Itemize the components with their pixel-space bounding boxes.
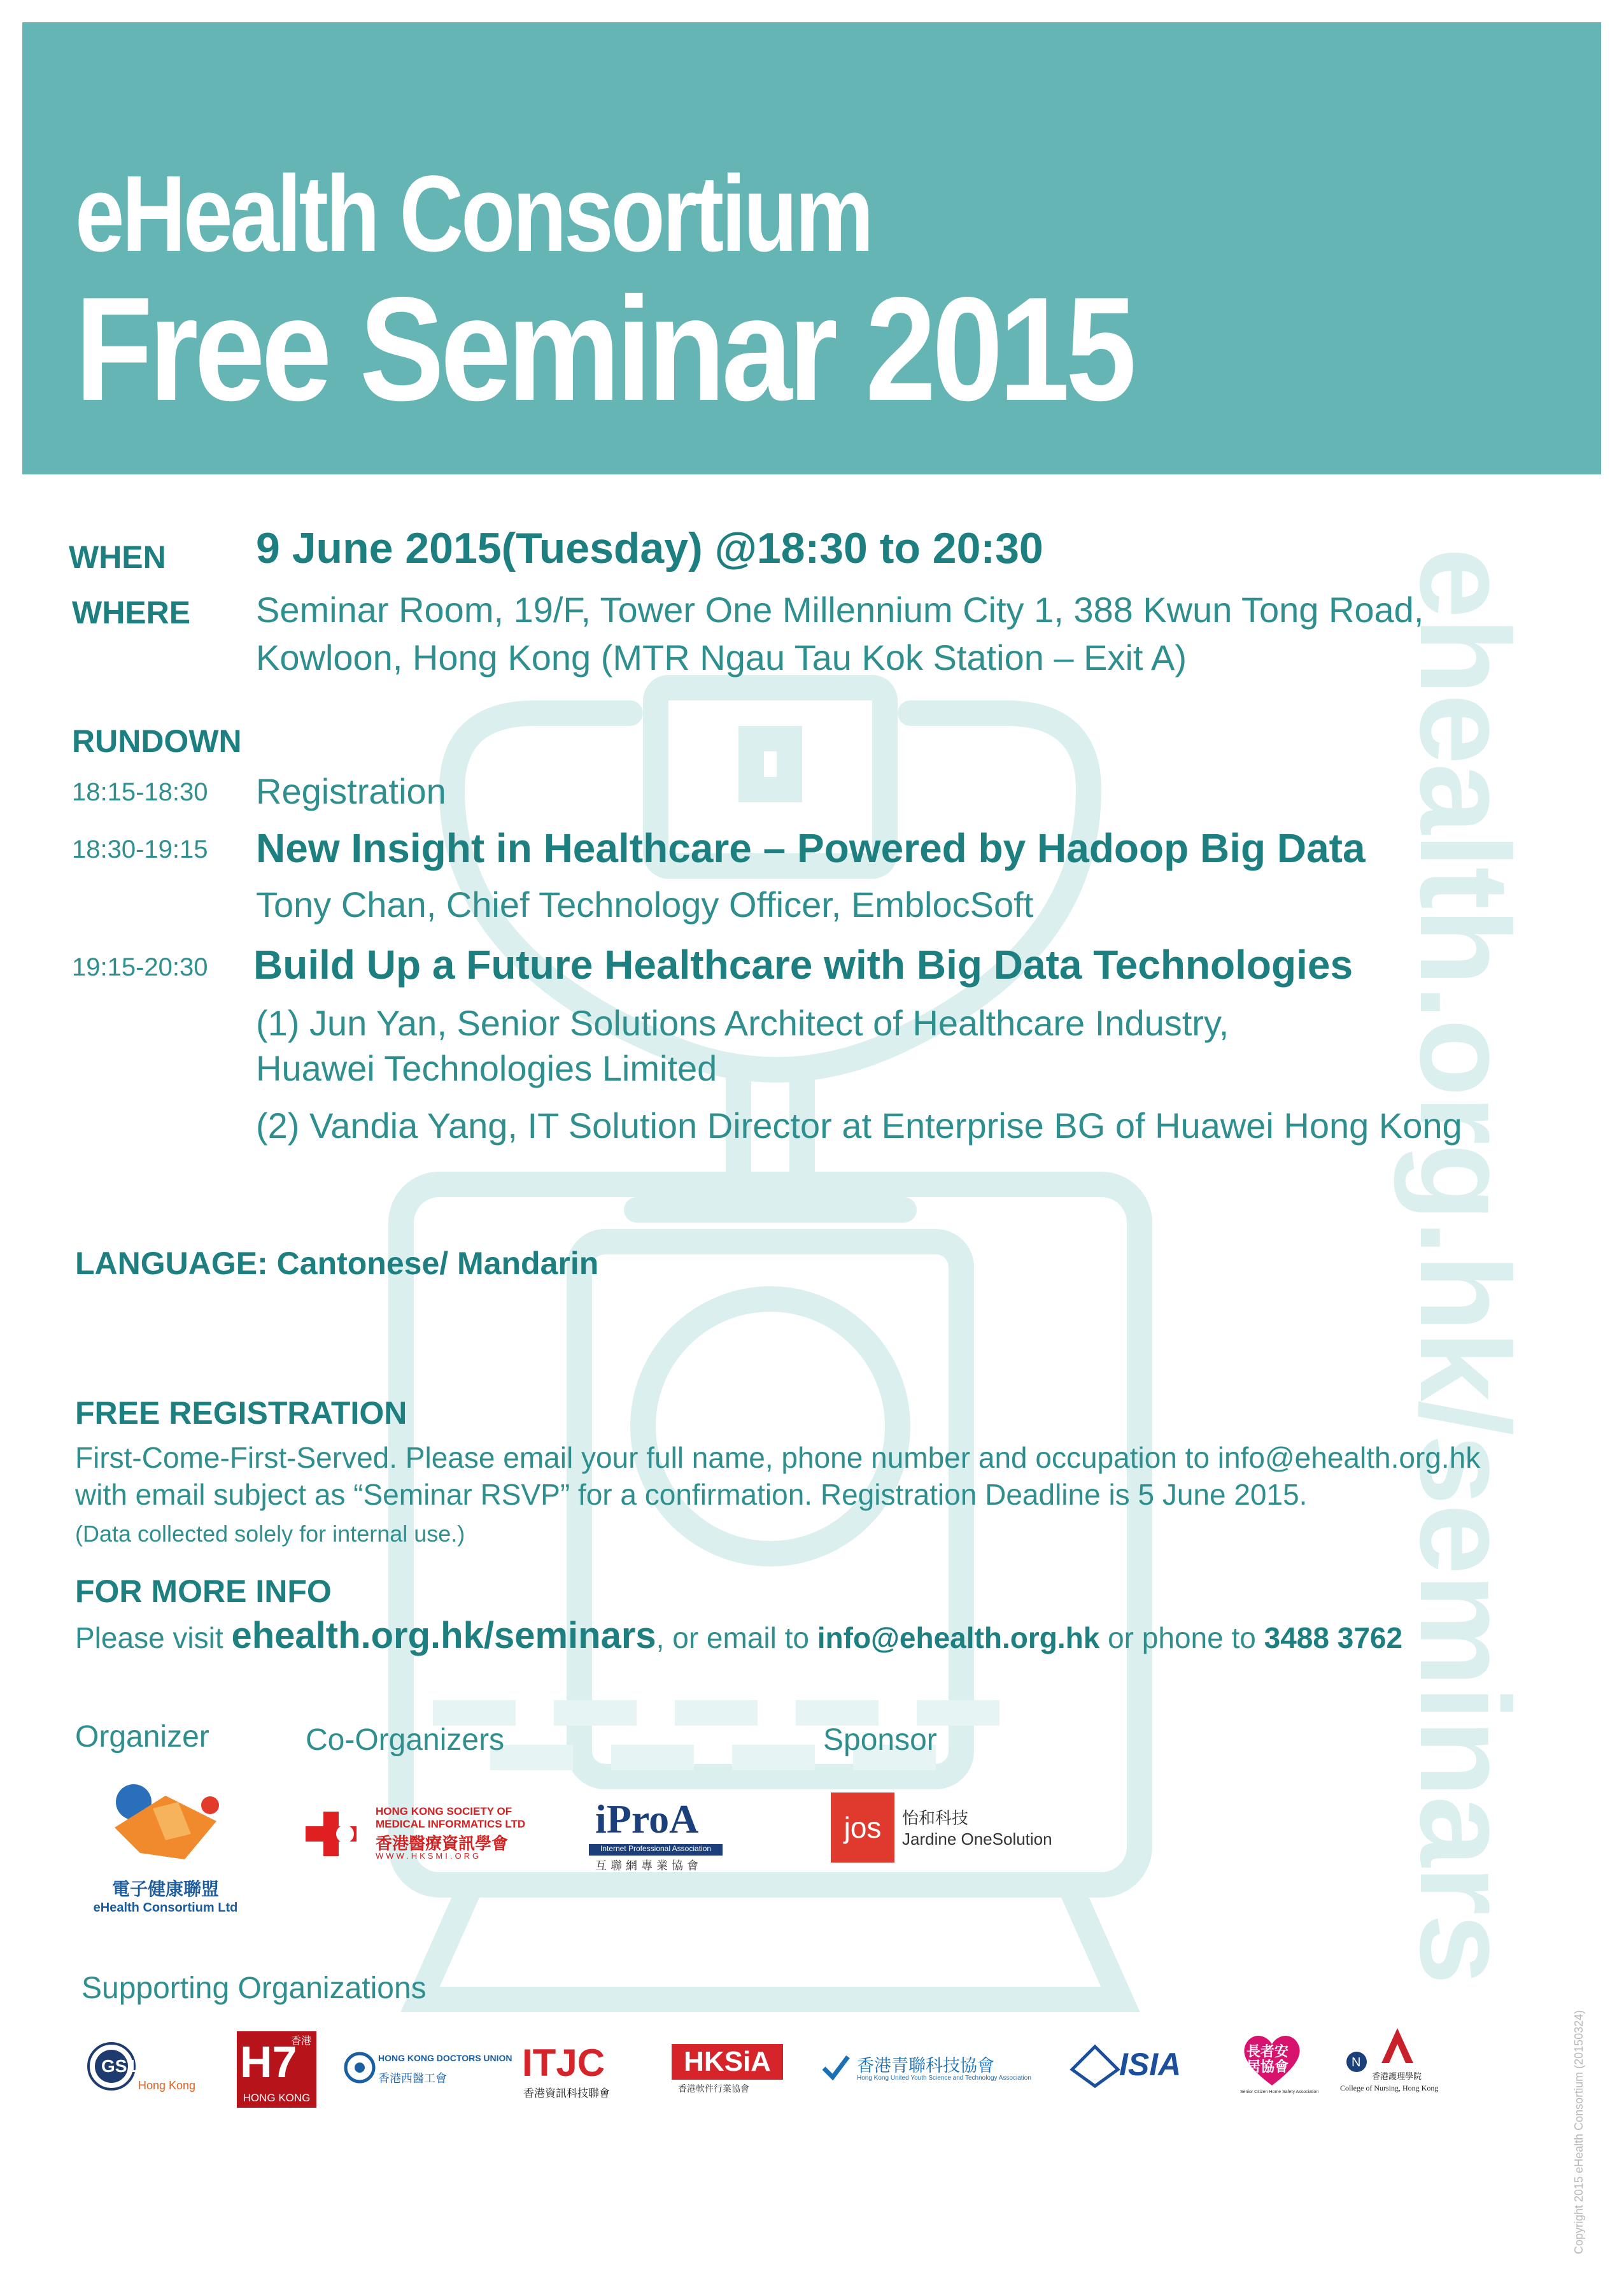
hl7-main: H7 [240,2037,297,2087]
copyright-notice: Copyright 2015 eHealth Consortium (20150324) [1572,2010,1585,2254]
rundown-time-2: 18:30-19:15 [72,835,208,863]
rundown-speaker-3a-line1: (1) Jun Yan, Senior Solutions Architect of Healthcare Industry, [256,1003,1229,1043]
senior-home-safety-logo [1240,2031,1326,2101]
rundown-title-2: New Insight in Healthcare – Powered by Hadoop Big Data [256,825,1366,871]
isia-logo [1070,2041,1206,2092]
organizer-label: Organizer [75,1720,209,1754]
hksmi-cn: 香港醫療資訊學會 [376,1834,509,1853]
email-link[interactable]: info@ehealth.org.hk [817,1621,1100,1654]
more-info-label: FOR MORE INFO [75,1573,332,1609]
hksmi-line1: HONG KONG SOCIETY OF [376,1805,512,1817]
where-label: WHERE [72,595,191,630]
ehealth-consortium-logo [89,1777,242,1915]
senior-home-safety-main: 長者安居協會 [1246,2043,1289,2075]
college-nursing-logo [1340,2025,1439,2105]
iproa-logo [589,1796,729,1872]
hl7-logo [237,2031,316,2108]
svg-text:N: N [1352,2055,1361,2070]
vertical-url-watermark: ehealth.org.hk/seminars [1394,548,1536,1984]
phone-number: 3488 3762 [1264,1621,1403,1654]
college-nursing-main: 香港護理學院 [1372,2071,1422,2081]
hksmi-line2: MEDICAL INFORMATICS LTD [376,1818,526,1830]
rundown-speaker-3a-line2: Huawei Technologies Limited [256,1048,717,1088]
sponsor-label: Sponsor [823,1723,937,1757]
senior-home-safety-sub: Senior Citizen Home Safety Association [1240,2090,1319,2094]
doctors-union-main: HONG KONG DOCTORS UNION [378,2053,512,2063]
isia-main: ISIA [1119,2047,1182,2082]
hksia-main: HKSiA [672,2044,783,2080]
page-title-line2: Free Seminar 2015 [75,267,1133,432]
organizer-logo-cn: 電子健康聯盟 [111,1879,219,1899]
college-nursing-sub: College of Nursing, Hong Kong [1340,2084,1439,2092]
doctors-union-sub: 香港西醫工會 [378,2072,447,2085]
rundown-time-3: 19:15-20:30 [72,953,208,981]
when-value: 9 June 2015(Tuesday) @18:30 to 20:30 [256,524,1043,572]
hl7-sub: HONG KONG [237,2092,316,2108]
gs1-sub: Hong Kong [138,2079,196,2092]
where-line2: Kowloon, Hong Kong (MTR Ngau Tau Kok Station – Exit A) [256,637,1187,678]
rundown-speaker-3b: (2) Vandia Yang, IT Solution Director at Enterprise BG of Huawei Hong Kong [256,1105,1462,1146]
rundown-label: RUNDOWN [72,723,242,759]
iproa-cn: 互聯網專業協會 [595,1859,702,1872]
more-info-line [75,1614,1402,1657]
united-youth-sub: Hong Kong United Youth Science and Technology Association [857,2075,1031,2082]
rundown-time-1: 18:15-18:30 [72,778,208,806]
united-youth-main: 香港青聯科技協會 [857,2056,994,2075]
registration-label: FREE REGISTRATION [75,1395,407,1431]
more-info-prefix: Please visit [75,1621,232,1654]
rundown-speaker-2: Tony Chan, Chief Technology Officer, EmblocSoft [256,884,1034,925]
hksia-logo [672,2044,786,2095]
language-line: LANGUAGE: Cantonese/ Mandarin [75,1246,599,1281]
registration-line2: with email subject as “Seminar RSVP” for a confirmation. Registration Deadline is 5 June 2015. [75,1478,1308,1511]
doctors-union-logo [344,2052,512,2090]
iproa-en: Internet Professional Association [589,1844,723,1856]
rundown-title-3: Build Up a Future Healthcare with Big Data Technologies [253,942,1353,988]
more-info-mid: , or email to [656,1621,817,1654]
itjc-logo [522,2041,630,2098]
hksia-sub: 香港軟件行業協會 [678,2084,749,2094]
page-title-line1: eHealth Consortium [75,153,872,274]
jos-en: Jardine OneSolution [902,1829,1052,1849]
seminars-link[interactable]: ehealth.org.hk/seminars [231,1615,656,1656]
organizer-logo-en: eHealth Consortium Ltd [93,1901,238,1915]
supporting-label: Supporting Organizations [81,1971,427,2005]
itjc-main: ITJC [522,2041,605,2084]
jardine-onesolution-logo [831,1793,1052,1863]
where-line1: Seminar Room, 19/F, Tower One Millennium City 1, 388 Kwun Tong Road, [256,590,1424,630]
jos-cn: 怡和科技 [902,1808,969,1828]
hksmi-logo [306,1805,526,1863]
hl7-tag: 香港 [291,2036,312,2047]
gs1-logo [86,2041,201,2098]
registration-note: (Data collected solely for internal use.) [75,1521,465,1547]
more-info-mid2: or phone to [1099,1621,1264,1654]
jos-mark: jos [831,1793,894,1863]
rundown-title-1: Registration [256,771,446,811]
hksmi-url: WWW.HKSMI.ORG [376,1851,482,1861]
when-label: WHEN [69,539,166,575]
gs1-main: GS1 [101,2056,138,2076]
united-youth-logo [821,2052,1050,2090]
iproa-name: iProA [595,1796,699,1842]
registration-line1: First-Come-First-Served. Please email your full name, phone number and occupation to info@ehealth.org.hk [75,1441,1481,1474]
itjc-sub: 香港資訊科技聯會 [523,2087,610,2099]
co-organizers-label: Co-Organizers [306,1723,505,1757]
